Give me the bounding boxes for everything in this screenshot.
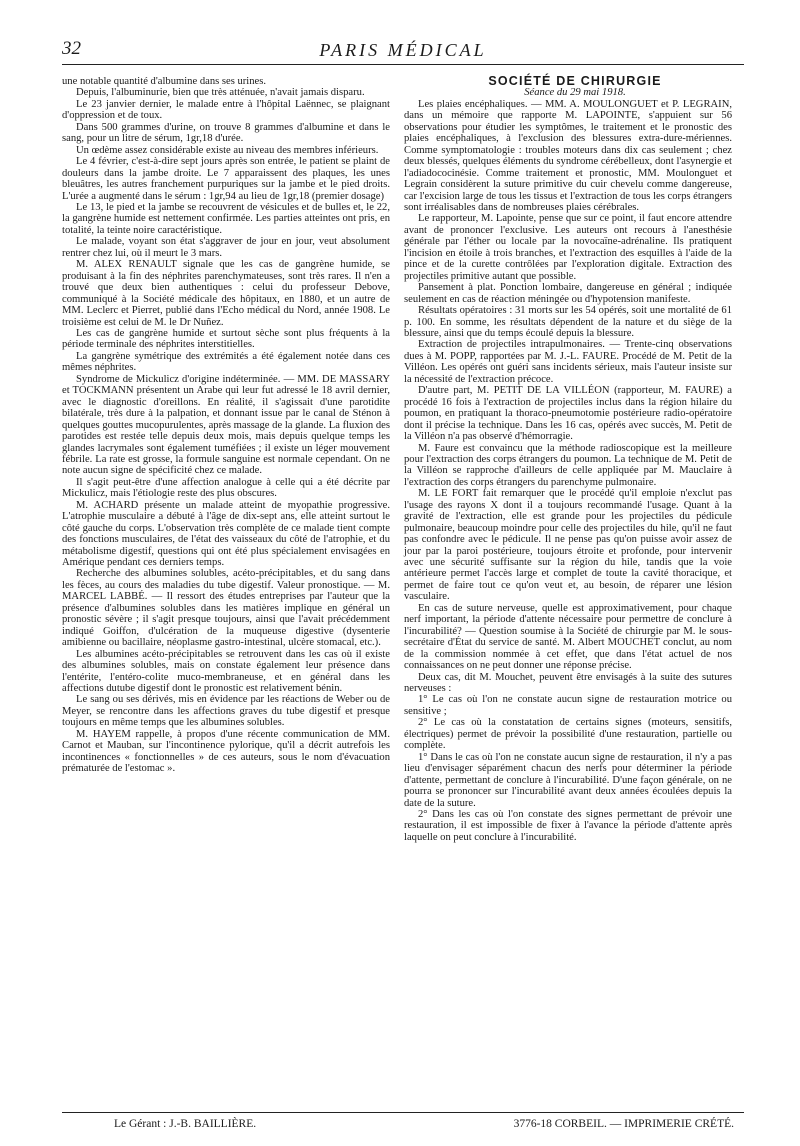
paragraph-albumines: Recherche des albumines solubles, acéto-précipitables, et du sang dans les fèces, au cours des maladies du tube digestif. Valeur pronostique. — M. MARCEL LABBÉ. — Il ressort des études entreprises par l'auteur que la présence d'albumines solubles dans les matières implique en général un pronostic sévère ; il s'agit presque toujours, ainsi que l'avait précédemment indiqué Goiffon, d'ulcération de la muqueuse digestive (dysenterie amibienne ou bacillaire, néoplasme gastro-intestinal, ulcère stomacal, etc.). bbox=[62, 568, 390, 649]
paragraph: M. Faure est convaincu que la méthode radioscopique est la meilleure pour l'extraction des corps étrangers du poumon. La technique de M. Petit de la Villéon se rapproche d'ailleurs de celle appliquée par M. Mauclaire à l'extraction des corps étrangers du parenchyme pulmonaire. bbox=[404, 442, 732, 488]
paragraph-hayem: M. HAYEM rappelle, à propos d'une récente communication de MM. Carnot et Mauban, sur l'incontinence pylorique, qu'il a décrit autrefois les incontinences « fonctionnelles » de ces auteurs, sous le nom d'évacuation prématurée de l'estomac ». bbox=[62, 728, 390, 775]
paragraph: Dans 500 grammes d'urine, on trouve 8 grammes d'albumine et dans le sang, pour un litre de sérum, 1gr,18 d'urée. bbox=[62, 121, 390, 145]
paragraph: Depuis, l'albuminurie, bien que très atténuée, n'avait jamais disparu. bbox=[76, 87, 365, 99]
paragraph-projectiles: Extraction de projectiles intrapulmonaires. — Trente-cinq observations dues à M. POPP, rapportées par M. J.-L. FAURE. Procédé de M. Petit de la Villéon. Les opérés ont guéri sans incidents sérieux, mais l'auteur insiste sur la nécessité de l'extraction précoce. bbox=[404, 339, 732, 385]
footer-gerant: Le Gérant : J.-B. BAILLIÈRE. bbox=[114, 1118, 257, 1130]
paragraph: Le sang ou ses dérivés, mis en évidence par les réactions de Weber ou de Meyer, se rencontre dans les affections graves du tube digestif et presque toujours en même temps que les albumines solubles. bbox=[62, 694, 390, 729]
page-footer bbox=[62, 1112, 744, 1135]
paragraph: Le rapporteur, M. Lapointe, pense que sur ce point, il faut encore attendre avant de prononcer l'exclusive. Les auteurs ont recours à l'anesthésie générale par l'éther ou locale par la novocaïne-adrénaline. Ils pratiquent l'incision en étoile à trois branches, et l'extraction des esquilles à l'aide de la pince et de la curette contrôlées par l'exploration digitale. Extraction des projectiles primitive autant que possible. bbox=[404, 213, 732, 282]
paragraph: La gangrène symétrique des extrémités a été également notée dans ces mêmes néphrites. bbox=[62, 350, 390, 374]
right-column bbox=[404, 76, 732, 843]
page-number: 32 bbox=[62, 38, 81, 59]
paragraph: Le 13, le pied et la jambe se recouvrent de vésicules et de bulles et, le 22, la gangrène humide est nettement confirmée. Les parties atteintes ont pris, en totalité, la teinte noire caractéristique. bbox=[62, 201, 390, 236]
paragraph: Résultats opératoires : 31 morts sur les 54 opérés, soit une mortalité de 61 p. 100. En somme, les résultats dépendent de la nature et du siège de la blessure, ainsi que du temps écoulé depuis la blessure. bbox=[404, 305, 732, 339]
paragraph-mickulicz: Syndrome de Mickulicz d'origine indéterminée. — MM. DE MASSARY et TOCKMANN présentent un Arabe qui leur fut adressé le 18 avril dernier, avec le diagnostic d'oreillons. En réalité, il s'agissait d'une parotidite bilatérale, très dure à la palpation, et donnant issue par le canal de Sténon à quelques gouttes mucopurulentes, après massage de la glande. La fluxion des parotides est restée telle depuis deux mois, mais depuis quelque temps les glandes lacrymales sont également tuméfiées ; il existe un léger mouvement fébrile. La rate est grosse, la formule sanguine est normale cependant. On ne note aucun signe de spécificité chez ce malade. bbox=[62, 373, 390, 477]
section-title: SOCIÉTÉ DE CHIRURGIE bbox=[488, 74, 662, 88]
paragraph: Pansement à plat. Ponction lombaire, dangereuse en général ; indiquée seulement en cas de réaction méningée ou d'hypotension manifeste. bbox=[404, 282, 732, 305]
paragraph: Un œdème assez considérable existe au niveau des membres inférieurs. bbox=[76, 144, 379, 156]
left-column bbox=[62, 76, 390, 775]
paragraph: Deux cas, dit M. Mouchet, peuvent être envisagés à la suite des sutures nerveuses : bbox=[404, 671, 732, 695]
paragraph: Il s'agit peut-être d'une affection analogue à celle qui a été décrite par Mickulicz, mais l'étiologie reste des plus obscures. bbox=[62, 476, 390, 500]
footer-imprimerie: 3776-18 CORBEIL. — IMPRIMERIE CRÉTÉ. bbox=[513, 1118, 734, 1130]
paragraph-suture-nerveuse: En cas de suture nerveuse, quelle est approximativement, pour chaque nerf important, la période d'attente nécessaire pour permettre de conclure à l'incurabilité? — Question soumise à la Société de chirurgie par M. le sous-secrétaire d'État du service de santé. M. Albert MOUCHET conclut, au nom de la commission nommée à cet effet, que dans l'état actuel de nos connaissances on ne peut donner une réponse précise. bbox=[404, 602, 732, 672]
paragraph: Le malade, voyant son état s'aggraver de jour en jour, veut absolument rentrer chez lui, où il meurt le 3 mars. bbox=[62, 236, 390, 259]
paragraph-plaies-encephaliques: Les plaies encéphaliques. — MM. A. MOULONGUET et P. LEGRAIN, dans un mémoire que rapporte M. LAPOINTE, s'appuient sur 56 observations pour étudier les symptômes, le traitement et le pronostic des plaies encéphaliques, à l'exclusion des blessures extra-dure-mériennes. Comme symptomatologie : troubles moteurs dans dix cas seulement ; chez deux blessés, quelques éléments du syndrome cérébelleux, dont l'asynergie et l'adiadococinésie. Comme traitement et pronostic, MM. Moulonguet et Legrain considèrent la suture primitive du cuir chevelu comme dangereuse, car l'excision large de tous les tissus et l'extraction de tous les corps étrangers sont irréalisables dans de nombreuses plaies cérébrales. bbox=[404, 98, 732, 213]
paragraph: une notable quantité d'albumine dans ses urines. bbox=[62, 76, 267, 87]
journal-title: PARIS MÉDICAL bbox=[319, 40, 487, 60]
paragraph: 1° Le cas où l'on ne constate aucun signe de restauration motrice ou sensitive ; bbox=[404, 694, 732, 717]
paragraph: D'autre part, M. PETIT DE LA VILLÉON (rapporteur, M. FAURE) a procédé 16 fois à l'extraction de projectiles inclus dans la région hilaire du poumon, en pratiquant la thoraco-pneumotomie postérieure radio-opératoire dont il précise la technique. Dans les 16 cas, opérés avec succès, M. Petit de la Villéon n'a pas observé d'hémorragie. bbox=[404, 385, 732, 443]
paragraph: Le 4 février, c'est-à-dire sept jours après son entrée, le patient se plaint de douleurs dans la jambe droite. Le 7 apparaissent des plaques, les unes bleuâtres, les autres franchement purpuriques sur la jambe et le pied droits. L'urée a augmenté dans le sérum : 1gr,94 au lieu de 1gr,18 (premier dosage) bbox=[62, 156, 390, 202]
paragraph: 2° Le cas où la constatation de certains signes (moteurs, sensitifs, électriques) permet de prévoir la possibilité d'une restauration, partielle ou complète. bbox=[404, 717, 732, 752]
page-header bbox=[62, 30, 744, 65]
paragraph-achard: M. ACHARD présente un malade atteint de myopathie progressive. L'atrophie musculaire a débuté à l'âge de dix-sept ans, elle atteint surtout le côté gauche du corps. L'observation très complète de ce malade tient compte des fonctions musculaires, de l'état des vaisseaux du côté de l'atrophie, et du métabolisme digestif, questions qui ont été plus spécialement envisagées en Amérique pendant ces derniers temps. bbox=[62, 499, 390, 569]
paragraph: Le 23 janvier dernier, le malade entre à l'hôpital Laënnec, se plaignant d'oppression et de toux. bbox=[62, 98, 390, 122]
paragraph: Les albumines acéto-précipitables se retrouvent dans les cas où il existe des albumines solubles, mais on constate également leur présence dans l'entérite, l'entéro-colite muco-membraneuse, et en général dans les affections dutube digestif dont le pronostic est relativement bénin. bbox=[62, 648, 390, 695]
paragraph: Les cas de gangrène humide et surtout sèche sont plus fréquents à la période terminale des néphrites interstitielles. bbox=[62, 327, 390, 351]
seance-date: Séance du 29 mai 1918. bbox=[524, 87, 626, 99]
paragraph: 1° Dans le cas où l'on ne constate aucun signe de restauration, il n'y a pas lieu d'envisager séparément chacun des nerfs pour déterminer la période d'attente, permettant de conclure à l'incurabilité. D'une façon générale, on ne pourra se prononcer sur l'incurabilité avant deux années écoulées depuis la date de la suture. bbox=[404, 751, 732, 809]
paragraph: M. ALEX RENAULT signale que les cas de gangrène humide, se produisant à la fin des néphrites parenchymateuses, sont très rares. Il n'en a trouvé que deux bien authentiques : celui du professeur Debove, communiqué à la Société médicale des hôpitaux, en 1880, et un autre de MM. Leclerc et Pierret, publié dans l'Echo médical du Nord, année 1908. Le troisième est celui de M. le Dr Nuñez. bbox=[62, 259, 390, 328]
paragraph: 2° Dans les cas où l'on constate des signes permettant de prévoir une restauration, il est impossible de fixer à l'avance la période d'attente après laquelle on peut conclure à l'incurabilité. bbox=[404, 809, 732, 843]
paragraph: M. LE FORT fait remarquer que le procédé qu'il emploie n'exclut pas l'usage des rayons X dont il a toujours recommandé l'usage. Quant à la gravité de l'extraction, elle est grande pour les projectiles du pédicule pulmonaire, beaucoup moindre pour celle des projectiles du hile, qu'il ne faut pas confondre avec le pédicule. Il ne pense pas qu'on puisse avoir assez de jour par la paroi postérieure, toujours étroite et profonde, pour intervenir avec une sécurité suffisante sur la région du hile, tandis que la voie antérieure permet l'accès large et complet de toute la cavité thoracique, et permet de faire tout ce qu'on veut et, au besoin, de réparer une lésion vasculaire. bbox=[404, 488, 732, 603]
